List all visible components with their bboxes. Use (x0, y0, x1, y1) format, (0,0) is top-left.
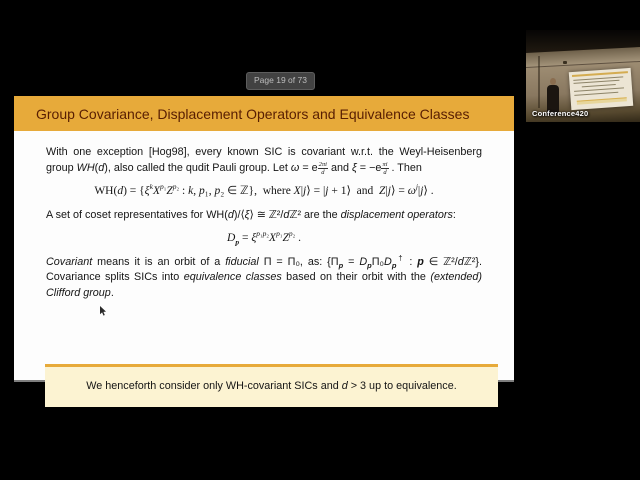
presenter-head (550, 78, 556, 85)
room-projector (563, 61, 567, 64)
mini-slide-text-line (574, 92, 618, 96)
projection-screen (569, 68, 633, 110)
slide-paragraph-intro: With one exception [Hog98], every known SIC is covariant w.r.t. the Weyl-Heisenberg group WH(d), also called the qudit Pauli group. Let ω = e $\frac{2\pi i}{d}$ and ξ = −e $\frac{\pi i}{d}$ . Then (46, 146, 482, 177)
slide-body (14, 131, 514, 393)
presentation-slide (14, 96, 514, 393)
highlight-note-text: We henceforth consider only WH-covariant SICs and d > 3 up to equivalence. (86, 380, 457, 393)
page-indicator: Page 19 of 73 (246, 72, 315, 90)
slide-paragraph-cosets: A set of coset representatives for WH(d)/⟨ξ⟩ ≅ ℤ²/dℤ² are the displacement operators: (46, 208, 456, 221)
slide-paragraph-covariant: Covariant means it is an orbit of a fiducial Π = Π₀, as: {$\Pi_p = D_p\Pi_0D_p^\dagger$ : p ∈ ℤ²/dℤ²}. Covariance splits SICs into equivalence classes based on their orbit with the (extended) Clifford group. (46, 253, 483, 299)
highlight-note-box (45, 364, 498, 407)
slide-title: Group Covariance, Displacement Operators and Equivalence Classes (36, 105, 470, 122)
formula-displacement-operator: $D_p = \xi^{p_1p_2}X^{p_1}Z^{p_2}$ . (227, 229, 301, 247)
mini-slide-note-box (577, 97, 627, 104)
webcam-participant-name: Conference420 (532, 109, 589, 118)
mouse-cursor (99, 306, 107, 317)
slide-title-bar (14, 96, 514, 131)
formula-weyl-heisenberg: $WH(d) = \{\xi^kX^{p_1}Z^{p_2}$ : k, p₁, p₂ ∈ ℤ}, where X|j⟩ = |j + 1⟩ and Z|j⟩ = $\omega^j|j⟩$ . (94, 182, 434, 198)
room-door-edge (538, 56, 540, 108)
mini-slide-text-line (582, 84, 616, 87)
webcam-view[interactable] (526, 30, 640, 122)
